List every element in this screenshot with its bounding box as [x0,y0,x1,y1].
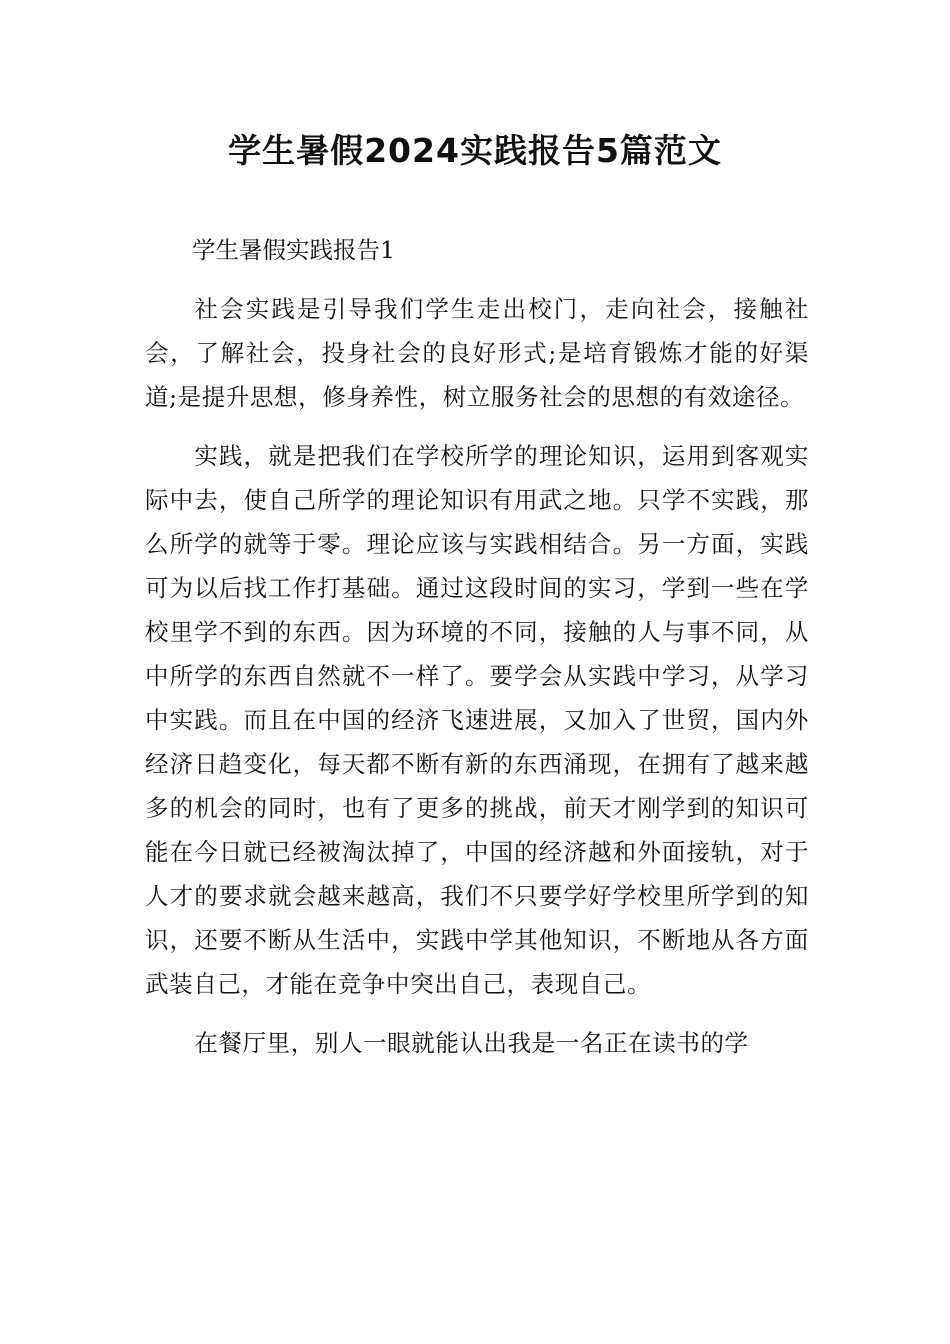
paragraph-intro: 社会实践是引导我们学生走出校门，走向社会，接触社会，了解社会，投身社会的良好形式;是培育锻炼才能的好渠道;是提升思想，修身养性，树立服务社会的思想的有效途径。 [145,295,809,411]
document-title: 学生暑假2024实践报告5篇范文 [228,131,722,170]
section-heading: 学生暑假实践报告1 [192,236,395,264]
paragraph-restaurant: 在餐厅里，别人一眼就能认出我是一名正在读书的学 [194,1029,749,1057]
document-body [145,228,809,1080]
paragraph-practice: 实践，就是把我们在学校所学的理论知识，运用到客观实际中去，使自己所学的理论知识有用武之地。只学不实践，那么所学的就等于零。理论应该与实践相结合。另一方面，实践可为以后找工作打基础。通过这段时间的实习，学到一些在学校里学不到的东西。因为环境的不同，接触的人与事不同，从中所学的东西自然就不一样了。要学会从实践中学习，从学习中实践。而且在中国的经济飞速进展，又加入了世贸，国内外经济日趋变化，每天都不断有新的东西涌现，在拥有了越来越多的机会的同时，也有了更多的挑战，前天才刚学到的知识可能在今日就已经被淘汰掉了，中国的经济越和外面接轨，对于人才的要求就会越来越高，我们不只要学好学校里所学到的知识，还要不断从生活中，实践中学其他知识，不断地从各方面武装自己，才能在竞争中突出自己，表现自己。 [145,442,809,998]
